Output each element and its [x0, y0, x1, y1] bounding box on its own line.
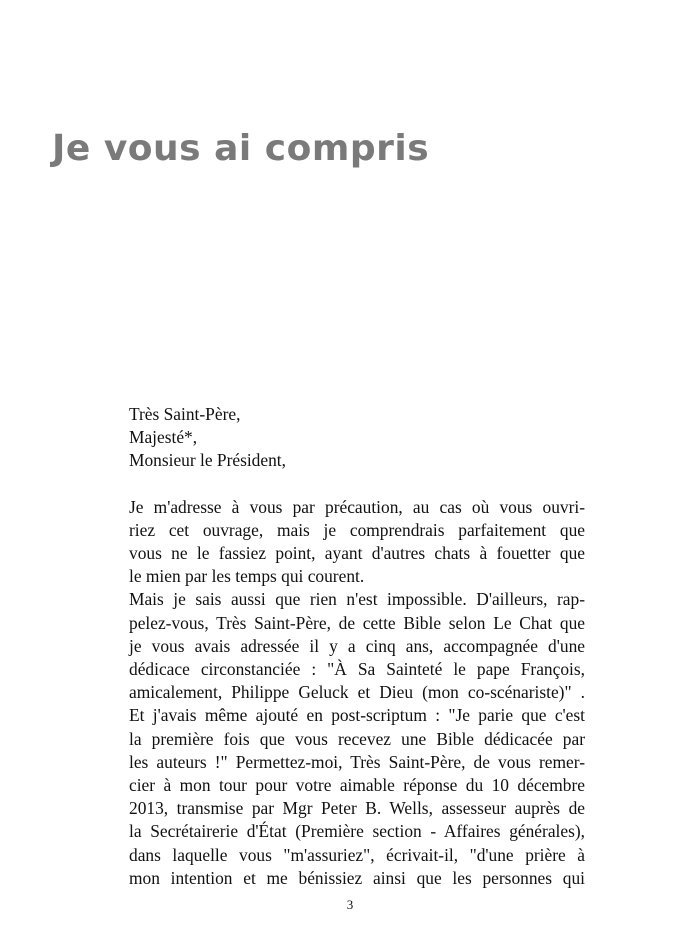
paragraph-2	[129, 588, 585, 890]
text-line: amicalement, Philippe Geluck et Dieu (mon co-scénariste)" .	[129, 682, 585, 703]
text-line: vous ne le fassiez point, ayant d'autres chats à fouetter que	[129, 543, 585, 564]
salutation-line: Majesté*,	[129, 427, 198, 448]
salutation-line: Très Saint-Père,	[129, 404, 241, 424]
text-line: dédicace circonstanciée : "À Sa Sainteté le pape François,	[129, 659, 585, 680]
text-line: la Secrétairerie d'État (Première section - Affaires générales),	[129, 821, 585, 842]
text-line: 2013, transmise par Mgr Peter B. Wells, assesseur auprès de	[129, 798, 585, 819]
text-line: je vous avais adressée il y a cinq ans, accompagnée d'une	[129, 635, 585, 656]
text-line: cier à mon tour pour votre aimable réponse du 10 décembre	[129, 775, 585, 796]
text-line: mon intention et me bénissiez ainsi que les personnes qui	[129, 867, 585, 888]
text-line: dans laquelle vous "m'assuriez", écrivait-il, "d'une prière à	[129, 844, 585, 865]
salutation-line: Monsieur le Président,	[129, 450, 286, 471]
letter-body	[129, 403, 585, 890]
text-line: pelez-vous, Très Saint-Père, de cette Bible selon Le Chat que	[129, 612, 585, 633]
salutation	[129, 403, 585, 473]
text-line: le mien par les temps qui courent.	[129, 566, 365, 587]
paragraph-1	[129, 496, 585, 589]
text-line: les auteurs !" Permettez-moi, Très Saint-Père, de vous remer-	[129, 751, 585, 772]
page-number: 3	[346, 897, 354, 912]
text-line: Mais je sais aussi que rien n'est impossible. D'ailleurs, rap-	[129, 589, 585, 610]
text-line: la première fois que vous recevez une Bible dédicacée par	[129, 728, 585, 749]
text-line: Je m'adresse à vous par précaution, au cas où vous ouvri-	[129, 496, 585, 517]
text-line: Et j'avais même ajouté en post-scriptum : "Je parie que c'est	[129, 705, 585, 726]
text-line: riez cet ouvrage, mais je comprendrais parfaitement que	[129, 519, 585, 540]
chapter-title: Je vous ai compris	[52, 128, 430, 169]
